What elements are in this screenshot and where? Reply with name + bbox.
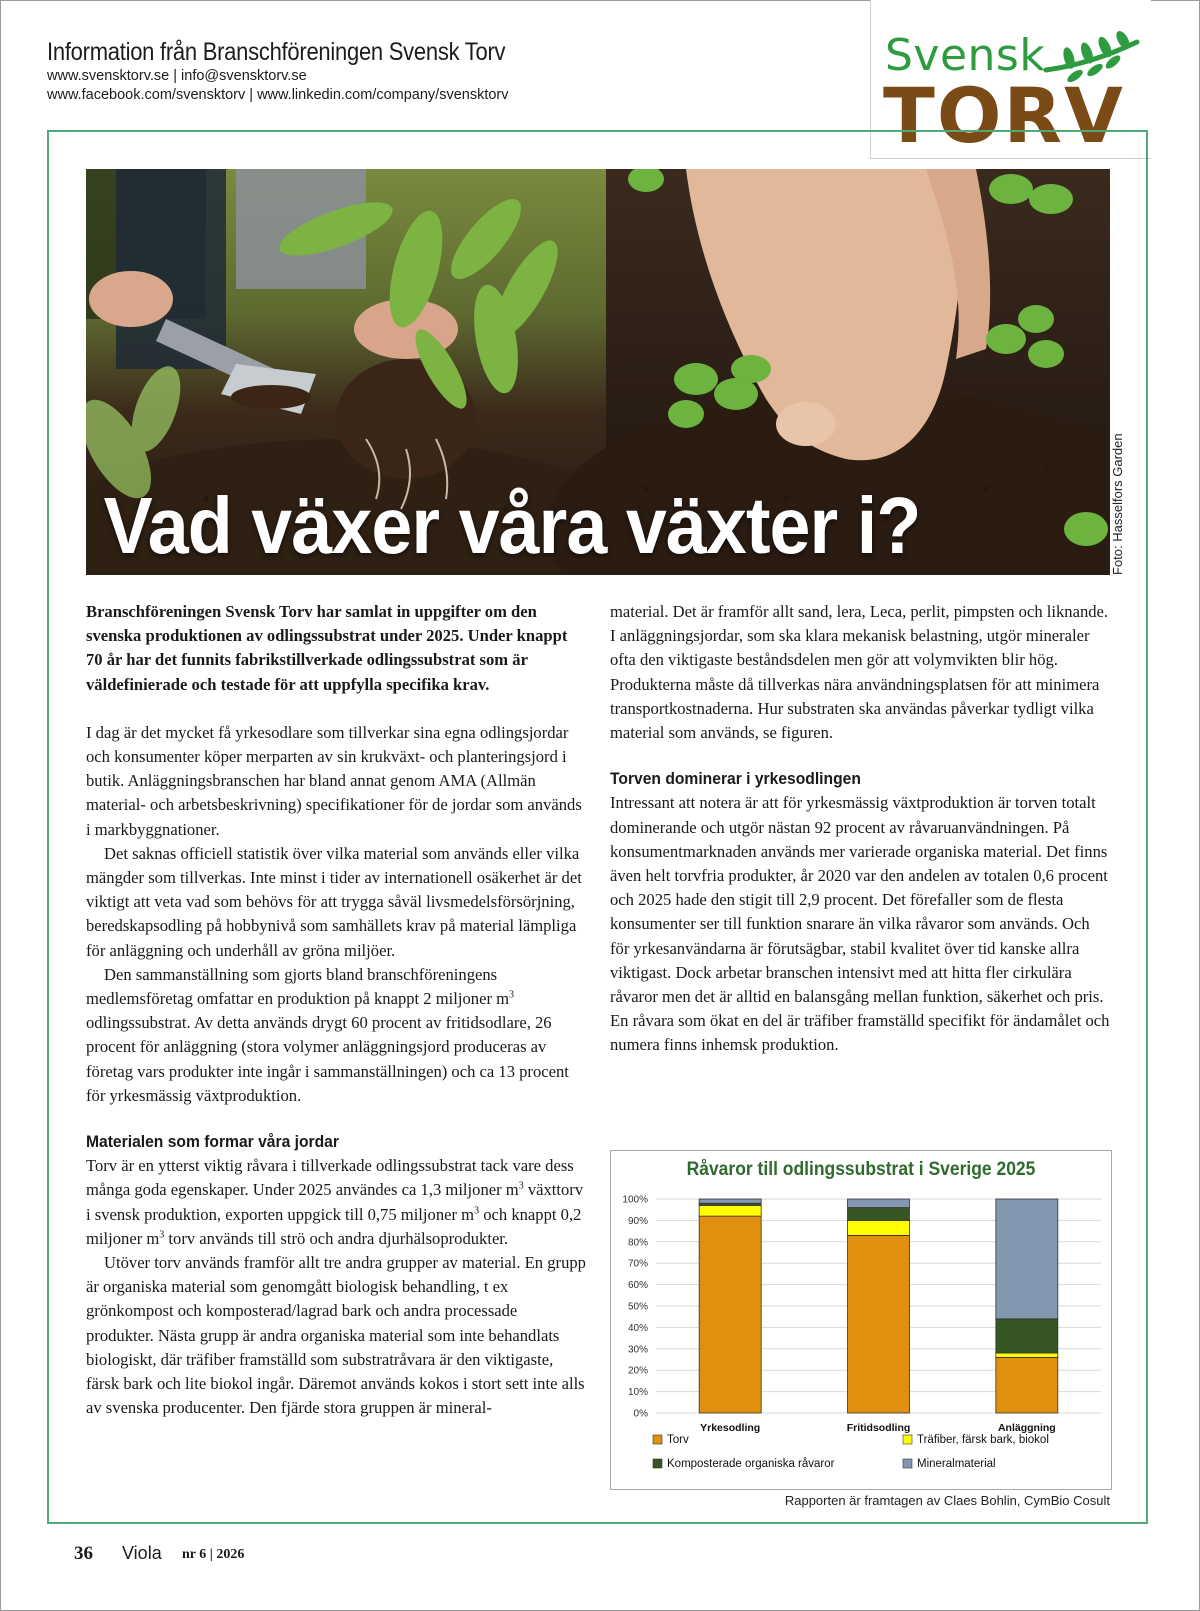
y-tick-label: 50% bbox=[627, 1301, 648, 1313]
header-social-line: www.facebook.com/svensktorv | www.linkedin.com/company/svensktorv bbox=[47, 87, 509, 103]
stacked-bar-chart bbox=[611, 1151, 1111, 1489]
y-tick-label: 0% bbox=[633, 1408, 648, 1420]
body-paragraph: I dag är det mycket få yrkesodlare som tillverkar sina egna odlingsjordar och konsumenter köper merparten av sin krukväxt- och planteringsjord i butik. Anläggningsbranschen har bland annat genom AMA (Allmän material- och arbetsbeskrivning) specifikationer för de jordar som används i markbyggnationer. bbox=[86, 722, 582, 839]
chart-caption: Rapporten är framtagen av Claes Bohlin, CymBio Cosult bbox=[784, 1493, 1110, 1508]
body-paragraph: Det saknas officiell statistik över vilka material som används eller vilka mängder som tillverkas. Inte minst i tider av internationell osäkerhet är det viktigt att veta vad som behövs för att trygga såväl livsmedelsförsörjning, beredskapsodling på hobbynivå som samhällets krav på material lämpliga för anläggning och underhåll av gröna miljöer. bbox=[86, 843, 582, 960]
bar-segment bbox=[848, 1220, 910, 1235]
header-contact-line: www.svensktorv.se | info@svensktorv.se bbox=[47, 68, 307, 84]
lead-paragraph: Branschföreningen Svensk Torv har samlat in uppgifter om den svenska produktionen av odlingssubstrat under 2025. Under knappt 70 år har det funnits fabrikstillverkade odlingssubstrat som är väldefinierade och testade för att uppfylla specifika krav. bbox=[86, 602, 568, 694]
y-tick-label: 20% bbox=[627, 1365, 648, 1377]
bar-segment bbox=[996, 1357, 1058, 1413]
bar-segment bbox=[996, 1353, 1058, 1357]
x-category-label: Yrkesodling bbox=[700, 1422, 761, 1434]
x-category-label: Anläggning bbox=[997, 1422, 1056, 1434]
issue-info: nr 6 | 2026 bbox=[182, 1547, 245, 1562]
header-title: Information från Branschföreningen Svensk Torv bbox=[47, 38, 506, 66]
chart-title: Råvaror till odlingssubstrat i Sverige 2025 bbox=[686, 1159, 1036, 1180]
legend-swatch bbox=[653, 1435, 662, 1444]
y-tick-label: 80% bbox=[627, 1237, 648, 1249]
y-tick-label: 70% bbox=[627, 1258, 648, 1270]
body-paragraph: Utöver torv används framför allt tre andra grupper av material. En grupp är organiska material som genomgått biologisk behandling, t ex grönkompost och komposterad/lagrad bark och andra processade produkter. Nästa grupp är andra organiska material som inte behandlats biologiskt, där träfiber framställd som substratråvara är den viktigaste, färsk bark och lite biokol ingår. Däremot används kokos i stort sett inte alls av svenska producenter. Den fjärde stora gruppen är mineral- bbox=[86, 1253, 586, 1418]
bar-segment bbox=[996, 1199, 1058, 1319]
page-number: 36 bbox=[74, 1543, 93, 1564]
y-tick-label: 60% bbox=[627, 1280, 648, 1292]
legend-label: Komposterade organiska råvaror bbox=[667, 1458, 835, 1470]
magazine-name: Viola bbox=[122, 1543, 162, 1563]
hero-headline: Vad växer våra växter i? bbox=[103, 481, 921, 570]
bar-segment bbox=[848, 1208, 910, 1221]
x-category-label: Fritidsodling bbox=[846, 1422, 911, 1434]
bar-segment bbox=[848, 1235, 910, 1413]
legend-swatch bbox=[903, 1459, 912, 1468]
body-paragraph: Den sammanställning som gjorts bland branschföreningens medlemsföretag omfattar en produktion på knappt 2 miljoner $m^3$ odlingssubstrat. Av detta används drygt 60 procent av fritidsodlare, 26 procent för anläggning (stora volymer anläggningsjord produceras av företag vars produkter inte ingår i sammanställningen) och ca 13 procent för yrkesmässig växtproduktion. bbox=[86, 964, 569, 1105]
left-column bbox=[86, 600, 586, 1421]
y-tick-label: 40% bbox=[627, 1322, 648, 1334]
body-paragraph: Torv är en ytterst viktig råvara i tillverkade odlingssubstrat tack vare dess många goda egenskaper. Under 2025 användes ca 1,3 miljoner $m^3$ växttorv i svensk produktion, exporten uppgick till 0,75 miljoner $m^3$ och knappt 0,2 miljoner $m^3$ torv används till strö och andra djurhälsoprodukter. bbox=[86, 1156, 584, 1248]
legend-swatch bbox=[903, 1435, 912, 1444]
legend-label: Torv bbox=[667, 1434, 689, 1446]
subheading-peat-dominates: Torven dominerar i yrkesodlingen bbox=[610, 769, 861, 789]
body-paragraph: Intressant att notera är att för yrkesmässig växtproduktion är torven totalt dominerande och utgör nästan 92 procent av råvaruanvändningen. På konsumentmarknaden används mer varierade organiska material. Det finns även helt torvfria produkter, år 2020 var den andelen av totalen 0,6 procent och 2025 hade den stigit till 2,9 procent. Det förefaller som de flesta konsumenter ser till funktion snarare än vilka råvaror som används. Och för yrkesanvändarna är förutsägbar, stabil kvalitet över tid kanske allra viktigast. Dock arbetar branschen intensivt med att hitta fler cirkulära råvaror men det är alltid en balansgång mellan funktion, säkerhet och pris. En råvara som ökat en del är träfiber framställd specifikt för ändamålet och numera finns inhemsk produktion. bbox=[610, 793, 1110, 1055]
y-tick-label: 100% bbox=[622, 1194, 648, 1206]
bar-segment bbox=[996, 1319, 1058, 1353]
y-tick-label: 30% bbox=[627, 1344, 648, 1356]
subheading-materials: Materialen som formar våra jordar bbox=[86, 1132, 339, 1152]
logo-word-svensk: Svensk bbox=[885, 30, 1046, 81]
bar-segment bbox=[848, 1199, 910, 1208]
body-paragraph: material. Det är framför allt sand, lera, Leca, perlit, pimpsten och liknande. I anläggningsjordar, som ska klara mekanisk belastning, utgör mineraler ofta den viktigaste beståndsdelen men gör att volymvikten blir hög. Produkterna måste då tillverkas nära användningsplatsen för att minimera transportkostnaderna. Hur substraten ska användas påverkar tydligt vilka material som används, se figuren. bbox=[610, 602, 1109, 743]
y-tick-label: 90% bbox=[627, 1215, 648, 1227]
bar-segment bbox=[699, 1205, 761, 1216]
chart-container bbox=[610, 1150, 1112, 1490]
y-tick-label: 10% bbox=[627, 1387, 648, 1399]
bar-segment bbox=[699, 1216, 761, 1413]
right-column bbox=[610, 600, 1110, 1058]
legend-swatch bbox=[653, 1459, 662, 1468]
legend-label: Träfiber, färsk bark, biokol bbox=[917, 1434, 1049, 1446]
photo-credit: Foto: Hasselfors Garden bbox=[1110, 433, 1125, 575]
logo-word-torv: TORV bbox=[883, 71, 1125, 160]
legend-label: Mineralmaterial bbox=[917, 1458, 996, 1470]
bar-segment bbox=[699, 1199, 761, 1203]
